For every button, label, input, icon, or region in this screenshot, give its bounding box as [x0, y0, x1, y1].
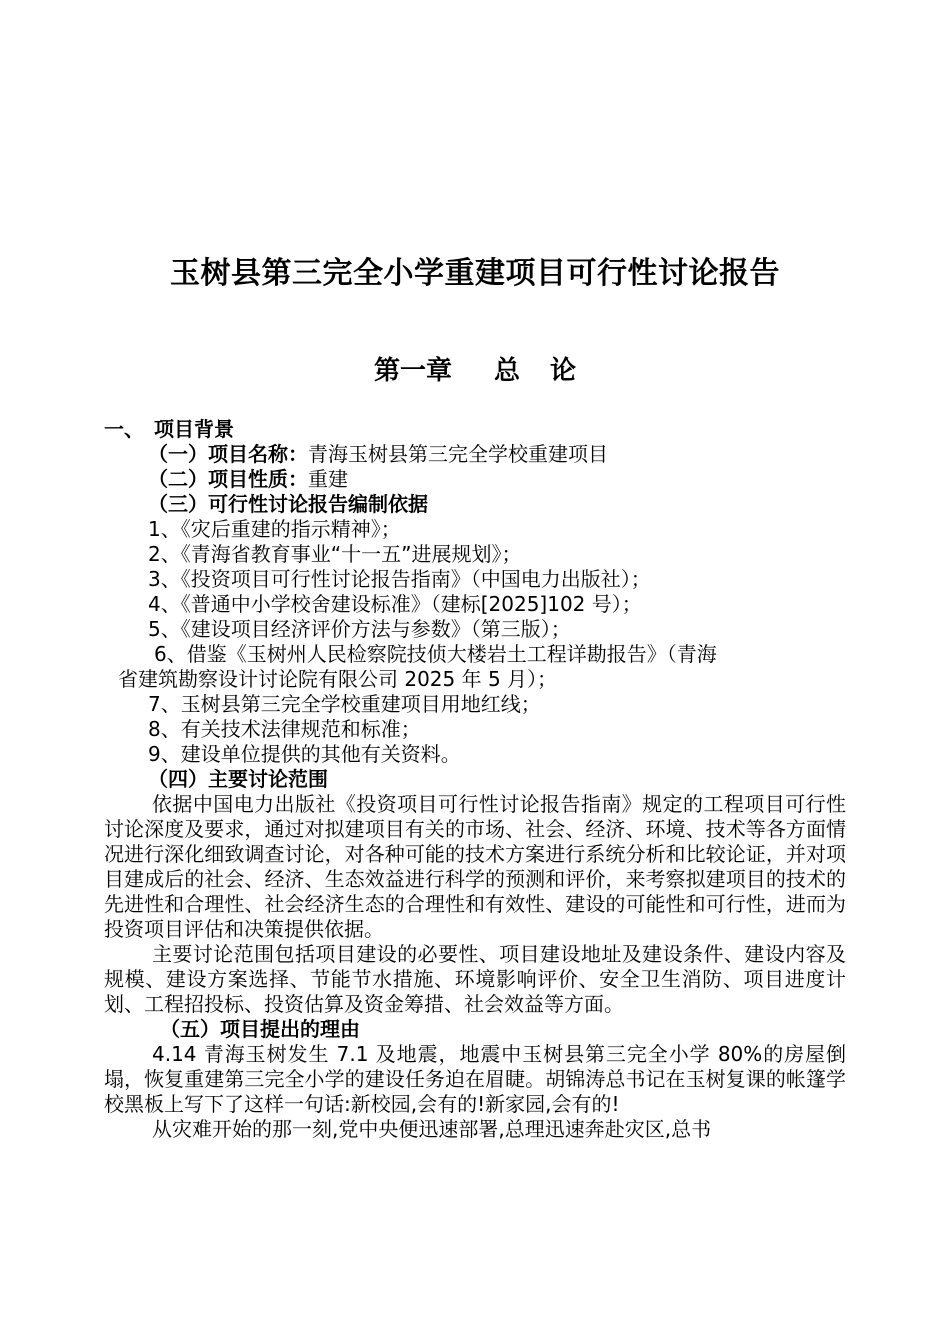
- item-project-nature: [104, 467, 846, 492]
- item-label: （一）项目名称：: [148, 442, 308, 466]
- reference-item: 4、《普通中小学校舍建设标准》（建标[2025]102 号）；: [148, 592, 642, 616]
- paragraph: [104, 942, 846, 1017]
- chapter-name-first: 总: [493, 356, 520, 386]
- reference-item: 5、《建设项目经济评价方法与参数》（第三版）；: [148, 617, 571, 641]
- reference-item: 9、建设单位提供的其他有关资料。: [148, 742, 461, 766]
- paragraph: [104, 1042, 846, 1117]
- paragraph: [104, 792, 846, 942]
- paragraph-text: 主要讨论范围包括项目建设的必要性、项目建设地址及建设条件、建设内容及规模、建设方案选择、节能节水措施、环境影响评价、安全卫生消防、项目进度计划、工程招投标、投资估算及资金筹措、社会效益等方面。: [104, 942, 846, 1016]
- item-project-name: [104, 442, 846, 467]
- subsection-heading: （三）可行性讨论报告编制依据: [148, 492, 428, 516]
- subsection-heading: （五）项目提出的理由: [160, 1017, 360, 1041]
- reference-item: 7、玉树县第三完全学校重建项目用地红线；: [148, 692, 541, 716]
- item-value: 重建: [308, 467, 348, 491]
- section-heading: 一、 项目背景: [104, 417, 234, 441]
- reference-item: 3、《投资项目可行性讨论报告指南》（中国电力出版社）；: [148, 567, 651, 591]
- paragraph-text: 从灾难开始的那一刻,党中央便迅速部署,总理迅速奔赴灾区,总书: [152, 1117, 712, 1141]
- chapter-number: 第一章: [373, 356, 452, 386]
- reference-item: 2、《青海省教育事业“十一五”进展规划》；: [148, 542, 522, 566]
- item-label: （二）项目性质：: [148, 467, 308, 491]
- chapter-name-second: 论: [550, 356, 577, 386]
- reference-item: 6、借鉴《玉树州人民检察院技侦大楼岩土工程详勘报告》（青海: [154, 642, 717, 666]
- paragraph-text: 4.14 青海玉树发生 7.1 及地震，地震中玉树县第三完全小学 80%的房屋倒塌，恢复重建第三完全小学的建设任务迫在眉睫。胡锦涛总书记在玉树复课的帐篷学校黑板上写下了这样一句话:新校园,会有的!新家园,会有的!: [104, 1042, 846, 1116]
- chapter-heading: [0, 350, 950, 387]
- paragraph-text: 依据中国电力出版社《投资项目可行性讨论报告指南》规定的工程项目可行性讨论深度及要求，通过对拟建项目有关的市场、社会、经济、环境、技术等各方面情况进行深化细致调查讨论，对各种可能的技术方案进行系统分析和比较论证，并对项目建成后的社会、经济、生态效益进行科学的预测和评价，来考察拟建项目的技术的先进性和合理性、社会经济生态的合理性和有效性、建设的可能性和可行性，进而为投资项目评估和决策提供依据。: [104, 792, 846, 941]
- subsection-heading: （四）主要讨论范围: [148, 767, 328, 791]
- item-value: 青海玉树县第三完全学校重建项目: [308, 442, 608, 466]
- paragraph: [104, 1117, 846, 1142]
- document-title: 玉树县第三完全小学重建项目可行性讨论报告: [170, 256, 780, 291]
- reference-item: 8、有关技术法律规范和标准；: [148, 717, 421, 741]
- reference-item-continued: 省建筑勘察设计讨论院有限公司 2025 年 5 月）；: [118, 667, 558, 691]
- document-body: [104, 417, 846, 1142]
- reference-item: 1、《灾后重建的指示精神》；: [148, 517, 401, 541]
